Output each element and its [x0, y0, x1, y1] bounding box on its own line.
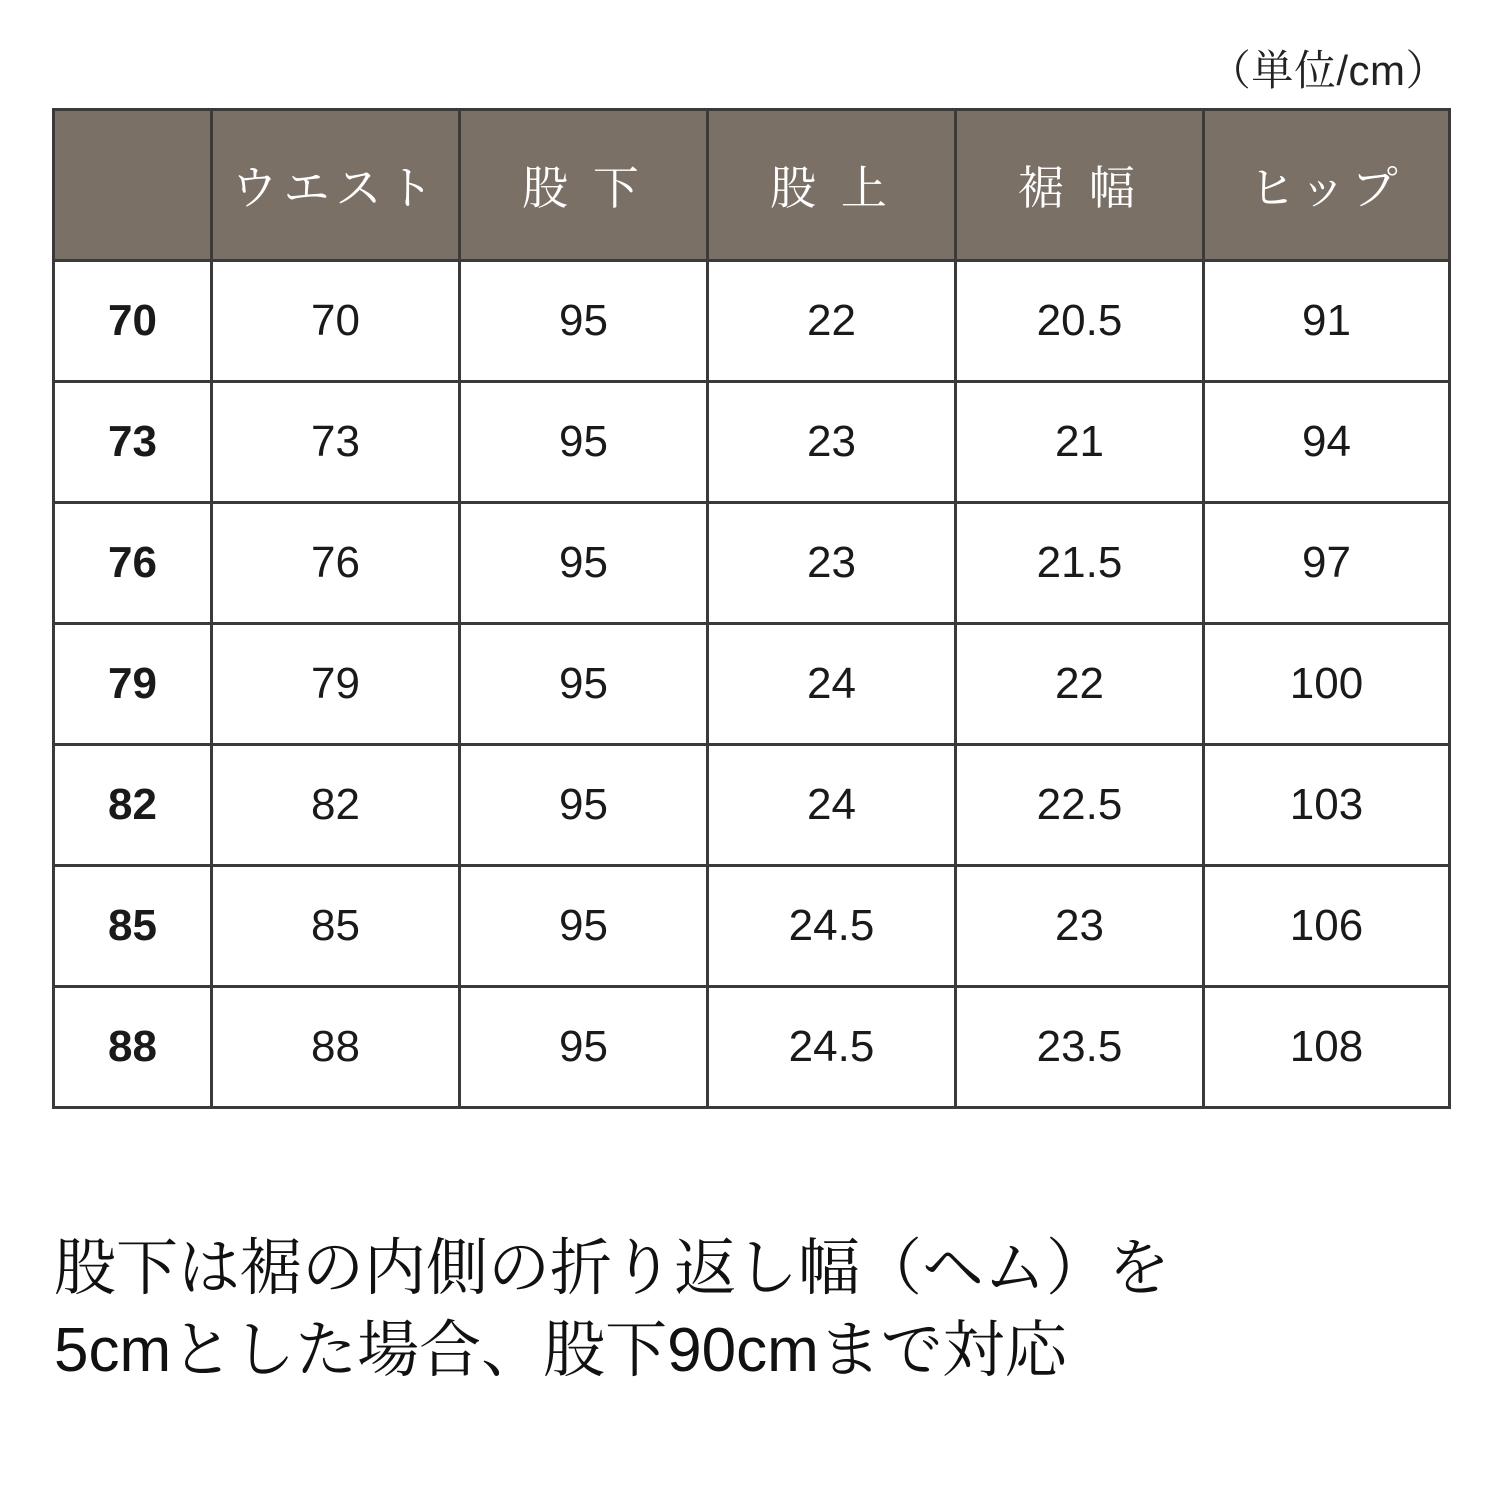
cell-hem-width: 21.5 [956, 503, 1204, 624]
cell-rise: 23 [708, 382, 956, 503]
table-header-rise: 股 上 [708, 110, 956, 261]
table-row [54, 503, 1450, 624]
table-header [54, 110, 1450, 261]
table-header-row [54, 110, 1450, 261]
row-size-label: 73 [54, 382, 212, 503]
row-size-label: 76 [54, 503, 212, 624]
table-header-corner [54, 110, 212, 261]
table-header-inseam: 股 下 [460, 110, 708, 261]
row-size-label: 79 [54, 624, 212, 745]
table-row [54, 261, 1450, 382]
cell-inseam: 95 [460, 987, 708, 1108]
table-row [54, 987, 1450, 1108]
cell-inseam: 95 [460, 382, 708, 503]
table-body [54, 261, 1450, 1108]
cell-hem-width: 22 [956, 624, 1204, 745]
cell-inseam: 95 [460, 261, 708, 382]
cell-hem-width: 23 [956, 866, 1204, 987]
cell-rise: 22 [708, 261, 956, 382]
cell-inseam: 95 [460, 866, 708, 987]
cell-inseam: 95 [460, 624, 708, 745]
row-size-label: 85 [54, 866, 212, 987]
table-row [54, 624, 1450, 745]
table-row [54, 866, 1450, 987]
cell-waist: 79 [212, 624, 460, 745]
cell-inseam: 95 [460, 503, 708, 624]
cell-hem-width: 22.5 [956, 745, 1204, 866]
footnote-line-1: 股下は裾の内側の折り返し幅（ヘム）を [54, 1234, 1171, 1303]
row-size-label: 82 [54, 745, 212, 866]
cell-rise: 24.5 [708, 866, 956, 987]
cell-waist: 76 [212, 503, 460, 624]
table-header-waist: ウエスト [212, 110, 460, 261]
cell-waist: 88 [212, 987, 460, 1108]
row-size-label: 70 [54, 261, 212, 382]
cell-hem-width: 23.5 [956, 987, 1204, 1108]
table-header-hip: ヒップ [1204, 110, 1450, 261]
cell-hip: 97 [1204, 503, 1450, 624]
cell-inseam: 95 [460, 745, 708, 866]
cell-hip: 94 [1204, 382, 1450, 503]
row-size-label: 88 [54, 987, 212, 1108]
cell-hip: 100 [1204, 624, 1450, 745]
cell-hip: 103 [1204, 745, 1450, 866]
cell-hip: 91 [1204, 261, 1450, 382]
cell-rise: 24 [708, 745, 956, 866]
cell-waist: 73 [212, 382, 460, 503]
cell-hem-width: 20.5 [956, 261, 1204, 382]
table-header-hem-width: 裾 幅 [956, 110, 1204, 261]
cell-rise: 23 [708, 503, 956, 624]
cell-hem-width: 21 [956, 382, 1204, 503]
unit-note: （単位/cm） [1208, 47, 1448, 94]
footnote [54, 1228, 1454, 1392]
cell-hip: 106 [1204, 866, 1450, 987]
cell-rise: 24 [708, 624, 956, 745]
cell-waist: 70 [212, 261, 460, 382]
cell-waist: 82 [212, 745, 460, 866]
footnote-line-2: 5cmとした場合、股下90cmまで対応 [54, 1315, 1067, 1385]
cell-hip: 108 [1204, 987, 1450, 1108]
table-row [54, 382, 1450, 503]
table-row [54, 745, 1450, 866]
cell-rise: 24.5 [708, 987, 956, 1108]
size-table [52, 108, 1451, 1109]
cell-waist: 85 [212, 866, 460, 987]
